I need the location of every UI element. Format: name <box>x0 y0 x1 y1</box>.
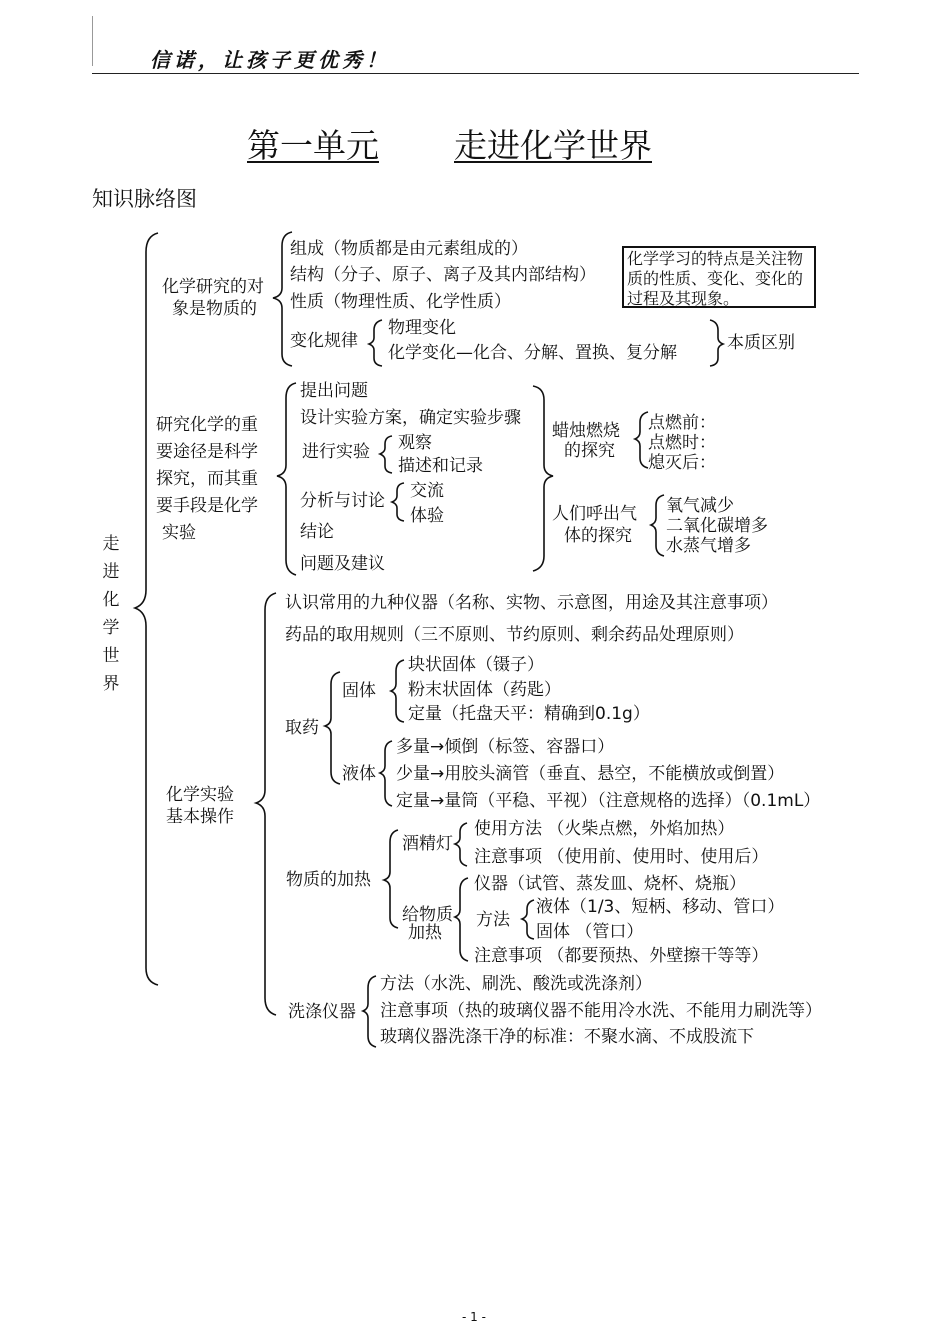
page-number: - 1 - <box>462 1310 486 1324</box>
breath-label-line: 人们呼出气 <box>552 504 637 524</box>
step-question: 问题及建议 <box>300 554 385 574</box>
s2-brace <box>277 383 296 575</box>
s3-label-line1: 化学实验 <box>166 785 234 805</box>
step-do: 进行实验 <box>302 442 370 462</box>
do-sub-item: 观察 <box>398 433 432 453</box>
root-label: 走进化学世界 <box>102 534 120 694</box>
heat-apparatus: 仪器（试管、蒸发皿、烧杯、烧瓶） <box>474 874 746 894</box>
instruments-item: 认识常用的九种仪器（名称、实物、示意图，用途及其注意事项） <box>285 593 778 613</box>
liquid-item: 少量→用胶头滴管（垂直、悬空，不能横放或倒置） <box>396 764 785 784</box>
heat-obj-line: 给物质 <box>402 905 453 925</box>
heat-obj-line: 加热 <box>408 923 442 943</box>
lamp-label: 酒精灯 <box>402 834 453 854</box>
analyze-sub-item: 交流 <box>410 481 444 501</box>
heat-caution: 注意事项 （都要预热、外壁擦干等等） <box>474 946 769 966</box>
candle-label-line: 蜡烛燃烧 <box>552 421 620 441</box>
s2-label-line: 实验 <box>162 523 196 543</box>
s1-item: 性质（物理性质、化学性质） <box>290 292 511 312</box>
breath-item: 水蒸气增多 <box>666 536 751 556</box>
candle-item: 点燃前： <box>648 413 716 433</box>
heat-method-item: 固体 （管口） <box>536 922 644 942</box>
step-analyze: 分析与讨论 <box>300 491 385 511</box>
change-item: 化学变化—化合、分解、置换、复分解 <box>388 343 677 363</box>
liquid-item: 多量→倾倒（标签、容器口） <box>396 737 615 757</box>
wash-item: 玻璃仪器洗涤干净的标准：不聚水滴、不成股流下 <box>380 1027 754 1047</box>
change-item: 物理变化 <box>388 318 456 338</box>
header-slogan: 信诺，让孩子更优秀！ <box>150 48 390 72</box>
solid-label: 固体 <box>342 681 376 701</box>
lamp-item: 使用方法 （火柴点燃，外焰加热） <box>474 819 735 839</box>
change-brace <box>369 320 382 366</box>
liquid-brace <box>380 741 392 806</box>
essence-brace <box>710 320 723 366</box>
s2-label-line: 探究，而其重 <box>156 469 258 489</box>
heating-brace <box>384 830 398 928</box>
candle-item: 熄灭后： <box>648 453 716 473</box>
candle-brace <box>635 412 648 468</box>
solid-item: 块状固体（镊子） <box>408 655 544 675</box>
candle-item: 点燃时： <box>648 433 716 453</box>
candle-label-line: 的探究 <box>564 441 615 461</box>
lamp-brace <box>455 823 467 866</box>
take-brace <box>325 672 340 784</box>
s2-right-brace <box>533 386 553 571</box>
title-unit: 第一单元 <box>247 126 379 165</box>
liquid-item: 定量→量筒（平稳、平视）（注意规格的选择）（0.1mL） <box>396 791 821 811</box>
s2-label-line: 要途径是科学 <box>156 442 258 462</box>
analyze-brace <box>392 483 404 521</box>
step-ask: 提出问题 <box>300 381 368 401</box>
breath-label-line: 体的探究 <box>564 526 632 546</box>
washing-brace <box>363 976 376 1047</box>
step-conclude: 结论 <box>300 522 334 542</box>
rules-item: 药品的取用规则（三不原则、节约原则、剩余药品处理原则） <box>285 625 744 645</box>
take-label: 取药 <box>285 718 319 738</box>
solid-item: 粉末状固体（药匙） <box>408 680 561 700</box>
washing-label: 洗涤仪器 <box>288 1002 356 1022</box>
s1-item: 结构（分子、原子、离子及其内部结构） <box>290 265 596 285</box>
s2-label-line: 要手段是化学 <box>156 496 258 516</box>
breath-item: 氧气减少 <box>666 496 734 516</box>
wash-item: 方法（水洗、刷洗、酸洗或洗涤剂） <box>380 974 652 994</box>
method-brace <box>522 900 534 939</box>
heat-method-item: 液体（1/3、短柄、移动、管口） <box>536 897 785 917</box>
breath-item: 二氧化碳增多 <box>666 516 768 536</box>
study-feature-note: 化学学习的特点是关注物质的性质、变化、变化的过程及其现象。 <box>622 246 816 308</box>
analyze-sub-item: 体验 <box>410 506 444 526</box>
lamp-item: 注意事项 （使用前、使用时、使用后） <box>474 847 769 867</box>
s1-item: 组成（物质都是由元素组成的） <box>290 239 528 259</box>
essence-label: 本质区别 <box>727 333 795 353</box>
do-sub-item: 描述和记录 <box>398 456 483 476</box>
do-brace <box>380 436 392 473</box>
step-design: 设计实验方案，确定实验步骤 <box>300 408 521 428</box>
change-label: 变化规律 <box>290 331 358 351</box>
heat-obj-brace <box>455 878 468 961</box>
s3-label-line2: 基本操作 <box>166 807 234 827</box>
wash-item: 注意事项（热的玻璃仪器不能用冷水洗、不能用力刷洗等） <box>380 1001 822 1021</box>
solid-brace <box>391 660 404 722</box>
title-topic: 走进化学世界 <box>454 126 652 165</box>
liquid-label: 液体 <box>342 764 376 784</box>
s2-label-line: 研究化学的重 <box>156 415 258 435</box>
heating-label: 物质的加热 <box>286 870 371 890</box>
root-brace <box>135 233 158 985</box>
s1-label-line1: 化学研究的对 <box>162 277 264 297</box>
section-heading: 知识脉络图 <box>92 187 197 211</box>
breath-brace <box>651 495 664 556</box>
s3-brace <box>256 593 276 1015</box>
solid-item: 定量（托盘天平：精确到0.1g） <box>408 704 650 724</box>
s1-label-line2: 象是物质的 <box>172 299 257 319</box>
heat-method-label: 方法 <box>476 910 510 930</box>
